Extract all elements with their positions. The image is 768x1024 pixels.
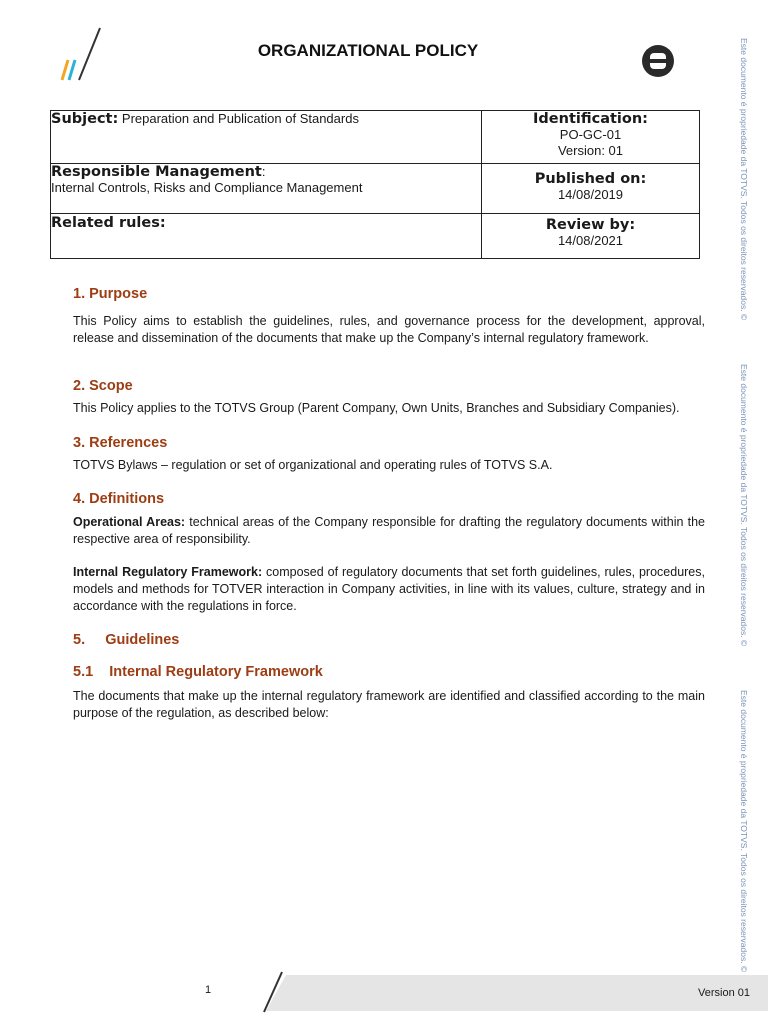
- guidelines-text: The documents that make up the internal regulatory framework are identified and classified according to the main purpose of the regulation, as described below:: [73, 689, 705, 720]
- definitions-heading: 4. Definitions: [73, 491, 165, 507]
- subject-label: Subject:: [51, 111, 119, 127]
- copyright-watermark-3: Este documento é propriedade da TOTVS. Todos os direitos reservados. ©: [739, 690, 749, 973]
- subject-value: Preparation and Publication of Standards: [121, 111, 359, 126]
- document-body: [73, 286, 705, 722]
- published-label: Published on:: [534, 171, 647, 187]
- subject-cell: [51, 111, 482, 164]
- footer-slash-decoration: [262, 970, 286, 1014]
- responsible-cell: [51, 164, 482, 214]
- related-rules-cell: [51, 214, 482, 259]
- irf-definition: [73, 564, 705, 615]
- irf-term: Internal Regulatory Framework:: [73, 565, 263, 579]
- references-heading: 3. References: [73, 435, 168, 451]
- review-date: 14/08/2021: [557, 233, 624, 248]
- identification-label: Identification:: [533, 111, 648, 127]
- purpose-text: This Policy aims to establish the guidelines, rules, and governance process for the development, approval, release and dissemination of the documents that make up the Company’s internal regulatory framework.: [73, 314, 705, 345]
- review-label: Review by:: [545, 217, 636, 233]
- operational-areas-term: Operational Areas:: [73, 515, 186, 529]
- copyright-watermark-2: Este documento é propriedade da TOTVS. Todos os direitos reservados. ©: [739, 364, 749, 647]
- irf-text: composed of regulatory documents that set forth guidelines, rules, procedures, models and methods for TOTVER interaction in Company activities, in line with its values, culture, strategy and in accordance with the regulations in force.: [73, 565, 705, 613]
- published-cell: [482, 164, 700, 214]
- policy-info-table: [50, 110, 700, 259]
- operational-areas-text: technical areas of the Company responsible for drafting the regulatory documents within the respective area of responsibility.: [73, 515, 705, 546]
- responsible-label: Responsible Management: [51, 164, 262, 180]
- published-date: 14/08/2019: [557, 187, 624, 202]
- scope-text: This Policy applies to the TOTVS Group (Parent Company, Own Units, Branches and Subsidiary Companies).: [73, 401, 680, 415]
- scope-heading: 2. Scope: [73, 378, 133, 394]
- internal-regulatory-framework-heading: 5.1 Internal Regulatory Framework: [73, 664, 323, 680]
- footer-version: Version 01: [698, 987, 750, 999]
- review-cell: [482, 214, 700, 259]
- copyright-watermark-1: Este documento é propriedade da TOTVS. Todos os direitos reservados. ©: [739, 38, 749, 321]
- footer-band: [266, 975, 768, 1011]
- responsible-value: Internal Controls, Risks and Compliance Management: [51, 180, 363, 195]
- totvs-circle-logo: [640, 45, 676, 81]
- related-rules-label: Related rules:: [51, 215, 166, 231]
- responsible-colon: :: [261, 164, 266, 179]
- references-text: TOTVS Bylaws – regulation or set of organizational and operating rules of TOTVS S.A.: [73, 458, 553, 472]
- version-value: Version: 01: [557, 143, 624, 158]
- document-title: ORGANIZATIONAL POLICY: [257, 41, 479, 60]
- guidelines-heading: 5. Guidelines: [73, 632, 180, 648]
- page-number: 1: [205, 984, 212, 996]
- purpose-heading: 1. Purpose: [73, 286, 148, 302]
- identification-code: PO-GC-01: [559, 127, 622, 142]
- operational-areas-definition: [73, 514, 705, 548]
- identification-cell: [482, 111, 700, 164]
